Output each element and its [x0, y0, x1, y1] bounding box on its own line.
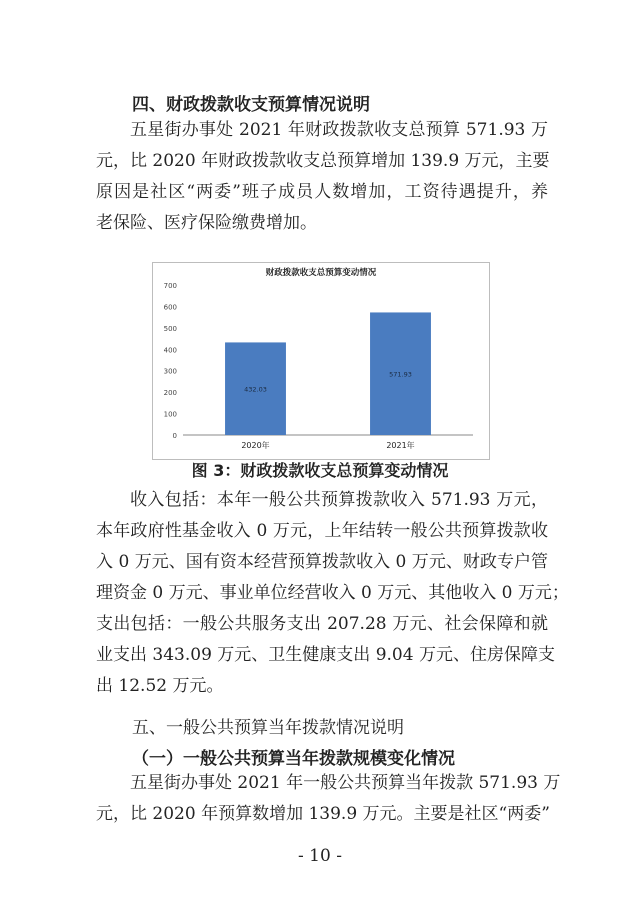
figure-caption: 图 3：财政拨款收支总预算变动情况: [191, 461, 449, 480]
bar-value-label: 432.03: [244, 385, 267, 394]
paragraph-line: 理资金 0 万元、事业单位经营收入 0 万元、其他收入 0 万元；: [96, 583, 569, 603]
y-tick-label: 400: [163, 346, 177, 355]
y-tick-label: 500: [163, 324, 177, 333]
section-4-heading: 四、财政拨款收支预算情况说明: [132, 95, 370, 115]
section-4-paragraph: [96, 115, 548, 239]
y-tick-label: 200: [163, 389, 177, 398]
y-tick-label: 0: [172, 432, 177, 440]
chart-title: 财政拨款收支总预算变动情况: [265, 268, 377, 278]
bar-value-label: 571.93: [389, 370, 412, 379]
paragraph-line: 五星街办事处 2021 年财政拨款收支总预算 571.93 万: [130, 120, 548, 140]
section-5-paragraph: [96, 768, 561, 830]
paragraph-line: 本年政府性基金收入 0 万元，上年结转一般公共预算拨款收: [96, 521, 548, 541]
paragraph-line: 入 0 万元、国有资本经营预算拨款收入 0 万元、财政专户管: [96, 552, 548, 572]
paragraph-line: 原因是社区“两委”班子成员人数增加，工资待遇提升，养: [96, 182, 548, 202]
paragraph-line: 元，比 2020 年财政拨款收支总预算增加 139.9 万元，主要: [96, 151, 550, 171]
paragraph-line: 支出包括：一般公共服务支出 207.28 万元、社会保障和就: [96, 614, 548, 634]
x-tick-label: 2021年: [386, 441, 415, 450]
chart-svg: [153, 263, 489, 459]
y-tick-label: 600: [163, 303, 177, 312]
y-tick-label: 300: [163, 367, 177, 376]
paragraph-line: 老保险、医疗保险缴费增加。: [96, 213, 317, 233]
x-tick-label: 2020年: [241, 441, 270, 450]
paragraph-line: 出 12.52 万元。: [96, 676, 224, 696]
paragraph-line: 五星街办事处 2021 年一般公共预算当年拨款 571.93 万: [130, 773, 561, 793]
page-number: - 10 -: [298, 846, 342, 866]
income-paragraph: [96, 485, 569, 702]
paragraph-line: 业支出 343.09 万元、卫生健康支出 9.04 万元、住房保障支: [96, 645, 555, 665]
section-5-heading: 五、一般公共预算当年拨款情况说明: [132, 718, 404, 738]
paragraph-line: 收入包括：本年一般公共预算拨款收入 571.93 万元，: [130, 490, 548, 510]
budget-change-chart: [152, 262, 490, 460]
paragraph-line: 元，比 2020 年预算数增加 139.9 万元。主要是社区“两委”: [96, 804, 550, 824]
y-tick-label: 700: [163, 282, 177, 290]
section-5-subheading: （一）一般公共预算当年拨款规模变化情况: [132, 749, 455, 769]
y-tick-label: 100: [163, 410, 177, 419]
